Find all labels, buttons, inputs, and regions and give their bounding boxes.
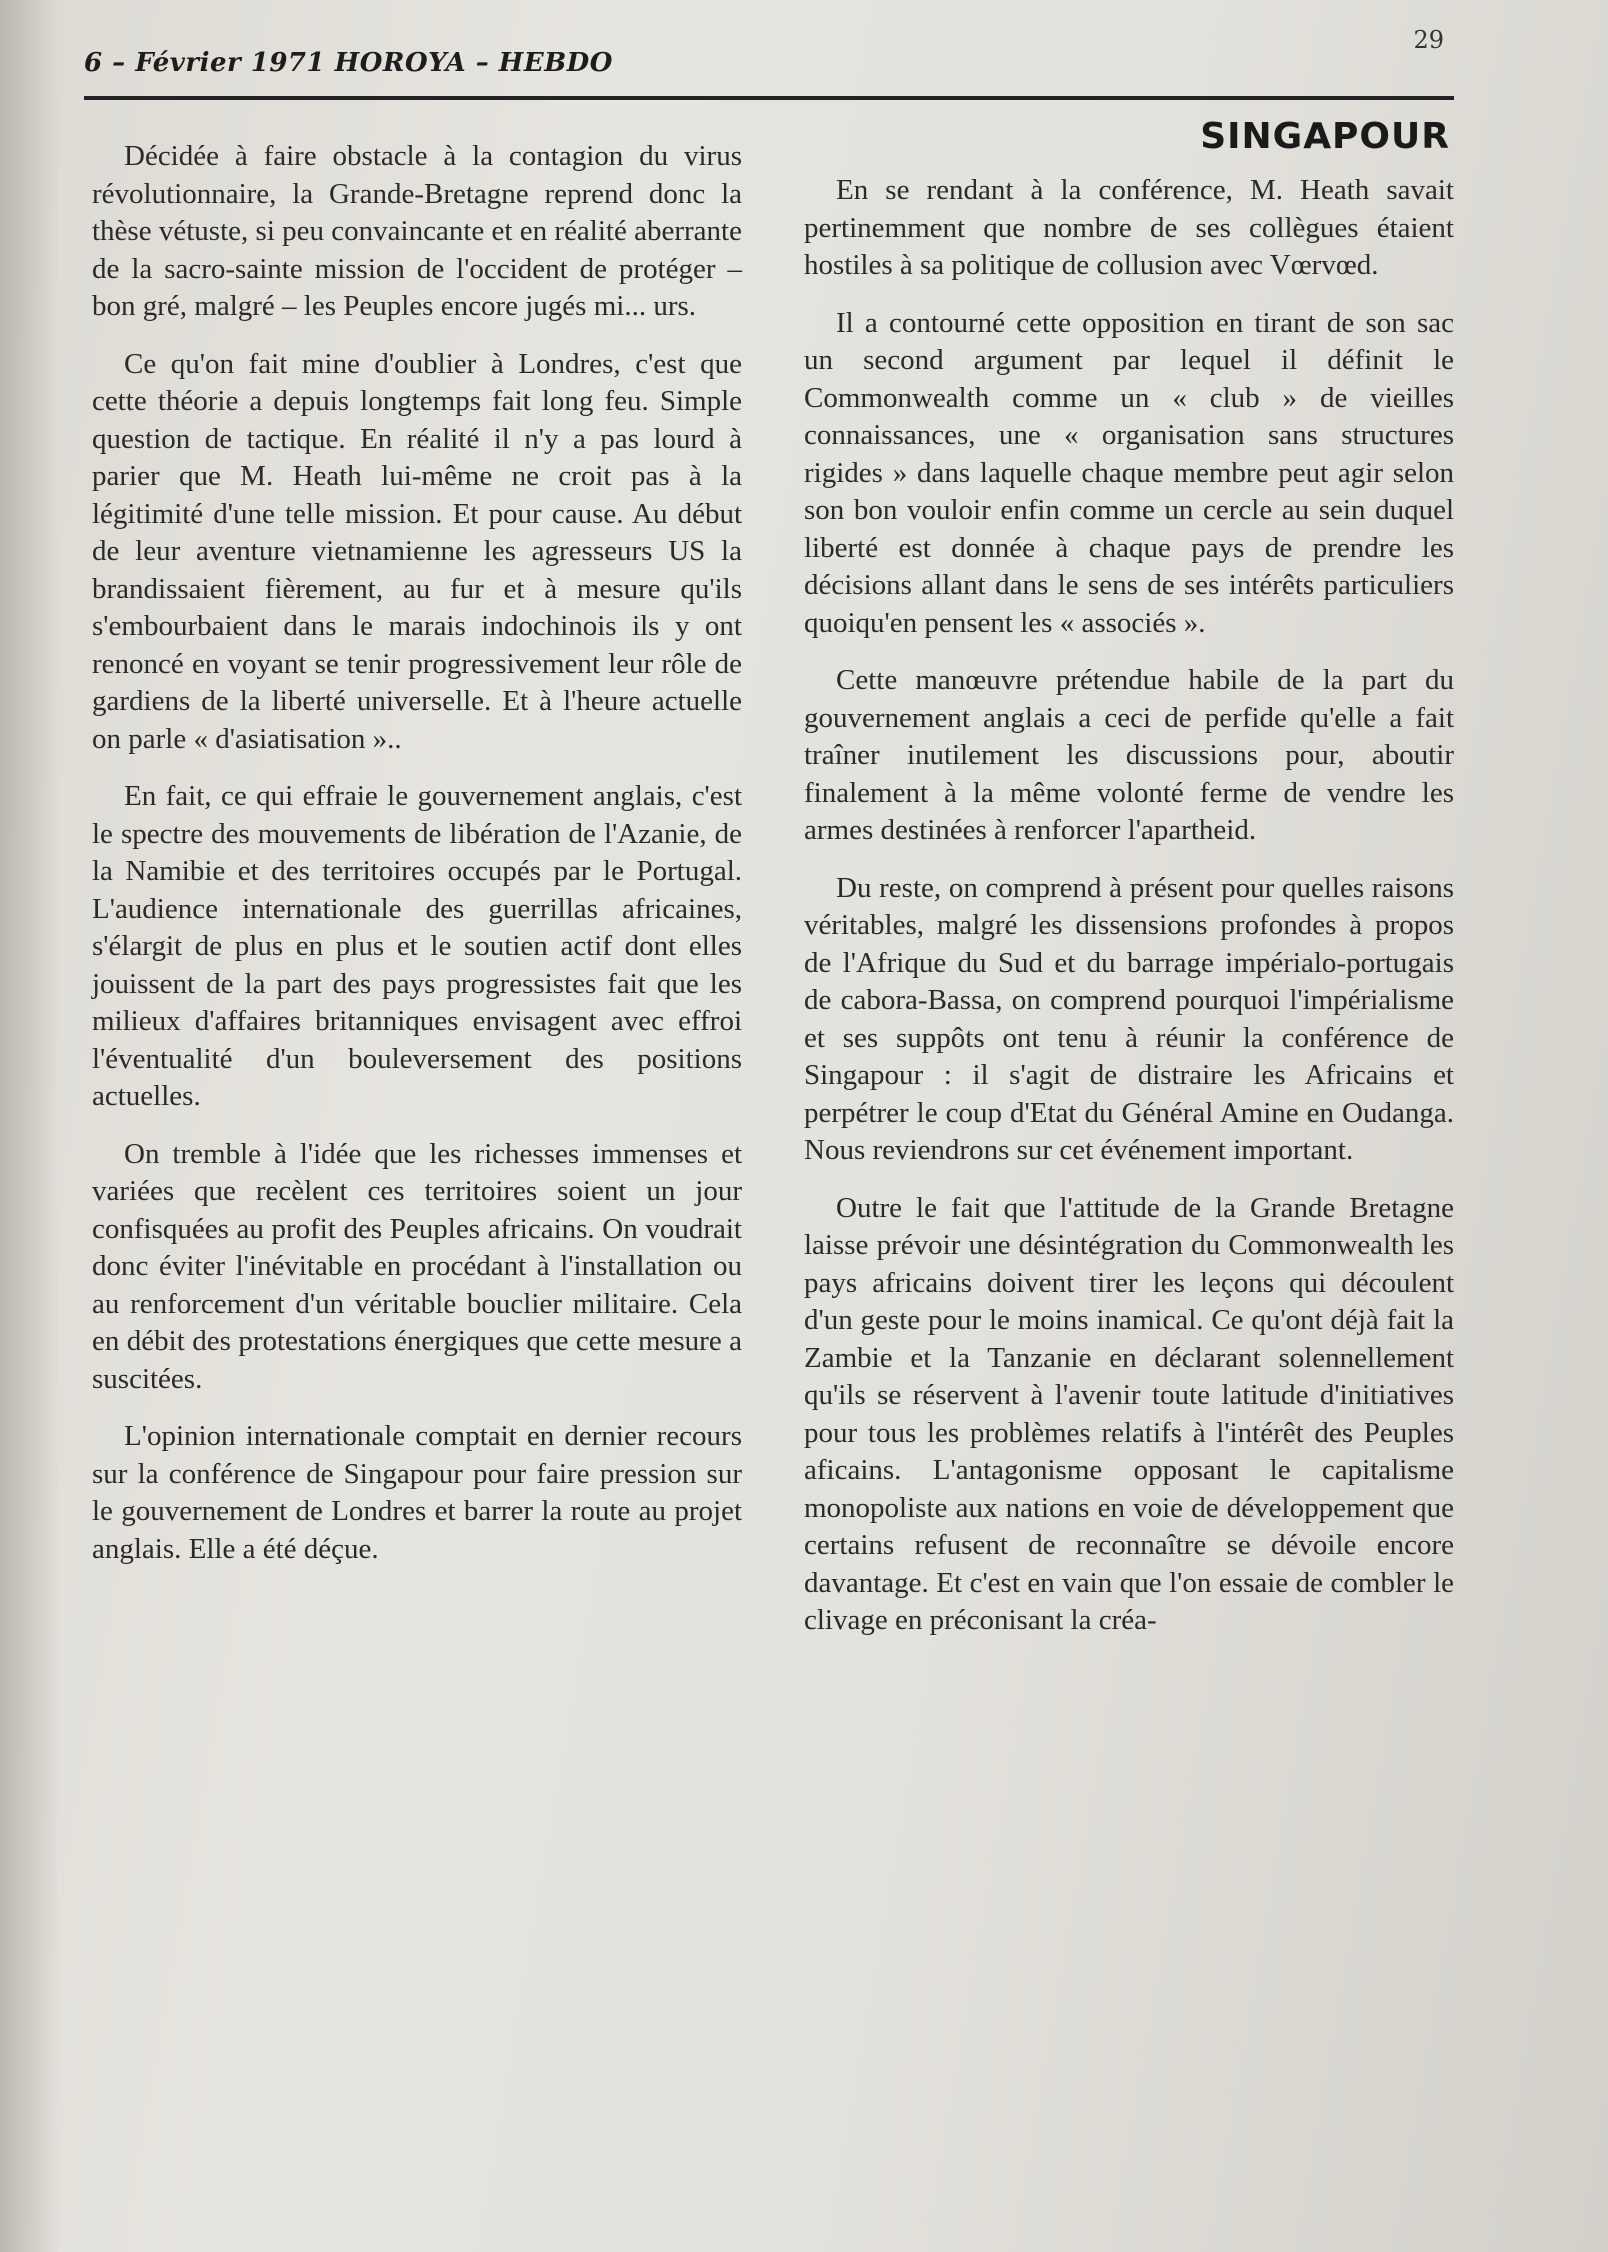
paragraph: L'opinion internationale comptait en dernier recours sur la conférence de Singapour pour faire pression sur le gouvernement de Londres et barrer la route au projet anglais. Elle a été déçue. — [92, 1420, 742, 1565]
paragraph: Il a contourné cette opposition en tirant de son sac un second argument par lequel il définit le Commonwealth comme un « club » de vieilles connaissances, une « organisation sans structures rigides » dans laquelle chaque membre peut agir selon son bon vouloir enfin comme un cercle au sein duquel liberté est donnée à chaque pays de prendre les décisions allant dans le sens de ses intérêts particuliers quoiqu'en pensent les « associés ». — [804, 306, 1454, 639]
paragraph: En fait, ce qui effraie le gouvernement anglais, c'est le spectre des mouvements de libération de l'Azanie, de la Namibie et des territoires occupés par le Portugal. L'audience internationale des guerrillas africaines, s'élargit de plus en plus et le soutien actif dont elles jouissent de la part des pays progressistes fait que les milieux d'affaires britanniques envisagent avec effroi l'éventualité d'un bouleversement des positions actuelles. — [92, 780, 742, 1112]
paragraph: En se rendant à la conférence, M. Heath savait pertinemment que nombre de ses collègues étaient hostiles à sa politique de collusion avec Vœrvœd. — [804, 174, 1454, 281]
dateline: 6 – Février 1971 HOROYA – HEBDO — [84, 48, 613, 78]
page-number: 29 — [1413, 26, 1444, 54]
right-column — [804, 172, 1454, 1660]
paragraph: Du reste, on comprend à présent pour quelles raisons véritables, malgré les dissensions profondes à propos de l'Afrique du Sud et du barrage impérialo-portugais de cabora-Bassa, on comprend pourquoi l'impérialisme et ses suppôts ont tenu à réunir la conférence de Singapour : il s'agit de distraire les Africains et perpétrer le coup d'Etat du Général Amine en Oudanga. Nous reviendrons sur cet événement important. — [804, 871, 1454, 1166]
section-title: SINGAPOUR — [1200, 116, 1450, 157]
page-header — [84, 26, 1454, 100]
paragraph: Ce qu'on fait mine d'oublier à Londres, c'est que cette théorie a depuis longtemps fait long feu. Simple question de tactique. En réalité il n'y a pas lourd à parier que M. Heath lui-même ne croit pas à la légitimité d'une telle mission. Et pour cause. Au début de leur aventure vietnamienne les agresseurs US la brandissaient fièrement, au fur et à mesure qu'ils s'embourbaient dans le marais indochinois ils y ont renoncé en voyant se tenir progressivement leur rôle de gardiens de la liberté universelle. Et à l'heure actuelle on parle « d'asiatisation ».. — [92, 347, 742, 755]
paragraph: Outre le fait que l'attitude de la Grande Bretagne laisse prévoir une désintégration du Commonwealth les pays africains doivent tirer les leçons qui découlent d'un geste pour le moins inamical. Ce qu'ont déjà fait la Zambie et la Tanzanie en déclarant solennellement qu'ils se réservent à l'avenir toute latitude d'initiatives pour tous les problèmes relatifs à l'intérêt des Peuples aficains. L'antagonisme opposant le capitalisme monopoliste aux nations en voie de développement que certains refusent de reconnaître se dévoile encore davantage. Et c'est en vain que l'on essaie de combler le clivage en préconisant la créa- — [804, 1191, 1454, 1636]
paragraph: On tremble à l'idée que les richesses immenses et variées que recèlent ces territoires soient un jour confisquées au profit des Peuples africains. On voudrait donc éviter l'inévitable en procédant à l'installation ou au renforcement d'un véritable bouclier militaire. Cela en débit des protestations énergiques que cette mesure a suscitées. — [92, 1137, 742, 1395]
left-column — [92, 138, 742, 1588]
paragraph: Cette manœuvre prétendue habile de la part du gouvernement anglais a ceci de perfide qu'elle a fait traîner inutilement les discussions pour, aboutir finalement à la même volonté ferme de vendre les armes destinées à renforcer l'apartheid. — [804, 664, 1454, 846]
paragraph: Décidée à faire obstacle à la contagion du virus révolutionnaire, la Grande-Bretagne reprend donc la thèse vétuste, si peu convaincante et en réalité aberrante de la sacro-sainte mission de l'occident de protéger – bon gré, malgré – les Peuples encore jugés mi... urs. — [92, 140, 742, 322]
